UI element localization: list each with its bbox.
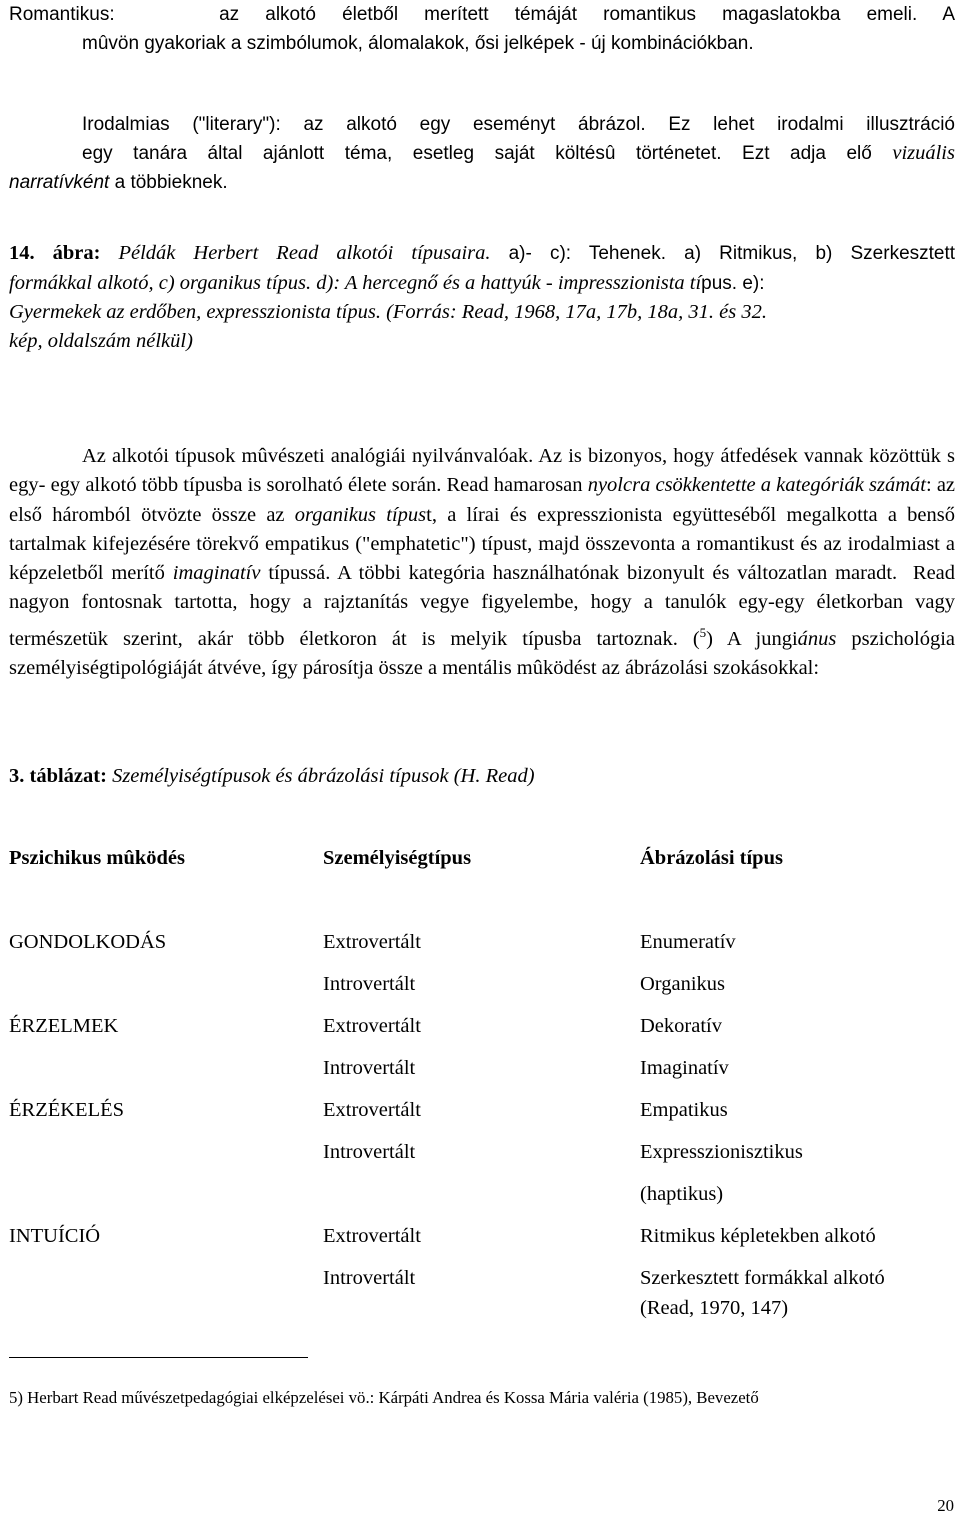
paragraph-text-2: : az első háromból ötvözte össze az bbox=[9, 474, 956, 526]
figure-caption-title: Példák Herbert Read alkotói típusaira. bbox=[118, 242, 491, 264]
irodalmias-text-2: egy tanára által ajánlott téma, esetleg saját költésû történetet. Ezt adja elő bbox=[82, 143, 872, 164]
figure-caption-italic-3: Gyermekek az erdőben, expresszionista típus. (Forrás: Read, 1968, 17a, 17b, 18a, 31. és 32. bbox=[9, 301, 768, 323]
body-paragraph bbox=[9, 442, 955, 683]
table-cell: Empatikus bbox=[640, 1099, 728, 1121]
romantikus-term: Romantikus: bbox=[9, 4, 115, 25]
paragraph-text-3: t, a lírai és expresszionista együtteséből megalkotta a benső tartalmak kifejezésére törekvő empatikus ("emphatetic") típust, majd összevonta a romantikust és az irodalmiast a képzeletből merítő bbox=[9, 503, 955, 585]
table-cell: Introvertált bbox=[323, 1057, 416, 1079]
page-number: 20 bbox=[937, 1496, 954, 1515]
romantikus-text-2: mûvön gyakoriak a szimbólumok, álomalakok, ősi jelképek - új kombinációkban. bbox=[82, 33, 754, 54]
paragraph-text-7: pszichológia személyiségtipológiáját átvéve, így párosítja össze a mentális mûködést az ábrázolási szokásokkal: bbox=[9, 627, 956, 679]
paragraph-text-6: ) A jungi bbox=[706, 627, 798, 650]
irodalmias-italic-1: vizuális bbox=[892, 142, 955, 164]
table-cell: Expresszionisztikus bbox=[640, 1141, 803, 1163]
romantikus-line-1 bbox=[9, 0, 955, 29]
paragraph-text-4: típussá. A többi kategória használhatónak bizonyult és változatlan maradt. bbox=[268, 562, 898, 585]
paragraph-text-5: Read nagyon fontosnak tartotta, hogy a rajztanítás vegye figyelembe, hogy a tanulók egy-egy életkorban vagy természetük szerint, akár több életkoron át is melyik típusba tartoznak. ( bbox=[9, 562, 956, 650]
table-cell: ÉRZELMEK bbox=[9, 1015, 119, 1037]
figure-caption-line-3 bbox=[9, 298, 767, 327]
irodalmias-line-2 bbox=[82, 139, 955, 168]
figure-caption-italic-4: kép, oldalszám nélkül) bbox=[9, 330, 193, 352]
table-cell: Extrovertált bbox=[323, 1099, 421, 1121]
irodalmias-text-3: a többieknek. bbox=[114, 172, 228, 193]
table-cell: Extrovertált bbox=[323, 1225, 421, 1247]
paragraph-italic-3: imaginatív bbox=[172, 562, 261, 585]
irodalmias-italic-2: narratívként bbox=[9, 172, 110, 193]
figure-caption-line-4 bbox=[9, 327, 193, 356]
footnote-ref: 5 bbox=[699, 624, 707, 640]
table-cell: ÉRZÉKELÉS bbox=[9, 1099, 125, 1121]
table-header-depiction: Ábrázolási típus bbox=[640, 847, 783, 869]
table-cell: INTUÍCIÓ bbox=[9, 1225, 101, 1247]
table-caption bbox=[9, 762, 535, 791]
table-header-personality: Személyiségtípus bbox=[323, 847, 472, 869]
table-cell: Extrovertált bbox=[323, 931, 421, 953]
figure-caption-text-1: a)- c): Tehenek. a) Ritmikus, b) Szerkesztett bbox=[508, 243, 956, 264]
table-cell: Imaginatív bbox=[640, 1057, 729, 1079]
table-cell: GONDOLKODÁS bbox=[9, 931, 167, 953]
table-cell: Introvertált bbox=[323, 1141, 416, 1163]
figure-caption-line-2 bbox=[9, 269, 765, 298]
table-cell: Introvertált bbox=[323, 973, 416, 995]
table-cell: Szerkesztett formákkal alkotó bbox=[640, 1267, 885, 1289]
figure-caption-line-1 bbox=[9, 239, 955, 268]
footnote: 5) Herbart Read művészetpedagógiai elképzelései vö.: Kárpáti Andrea és Kossa Mária valéria (1985), Bevezető bbox=[9, 1388, 759, 1407]
paragraph-italic-1: nyolcra csökkentette a kategóriák számát bbox=[587, 474, 926, 497]
table-cell: Dekoratív bbox=[640, 1015, 722, 1037]
table-cell: Extrovertált bbox=[323, 1015, 421, 1037]
table-cell: Organikus bbox=[640, 973, 726, 995]
paragraph-text-1: Az alkotói típusok mûvészeti analógiái nyilvánvalóak. Az is bizonyos, hogy átfedések vannak közöttük s egy- egy alkotó több típusba is sorolható élete során. Read hamarosan bbox=[9, 445, 955, 497]
footnote-divider bbox=[9, 1357, 308, 1358]
romantikus-text-1: az alkotó életből merített témáját romantikus magaslatokba emeli. A bbox=[219, 4, 955, 25]
table-cell: Ritmikus képletekben alkotó bbox=[640, 1225, 876, 1247]
paragraph-italic-4: ánus bbox=[797, 627, 837, 650]
paragraph-italic-2: organikus típus bbox=[294, 503, 427, 526]
irodalmias-line-1: Irodalmias ("literary"): az alkotó egy eseményt ábrázol. Ez lehet irodalmi illusztráció bbox=[82, 114, 955, 135]
table-cell: (haptikus) bbox=[640, 1183, 724, 1205]
irodalmias-line-3 bbox=[9, 168, 228, 197]
table-cell: Introvertált bbox=[323, 1267, 416, 1289]
figure-caption-label: 14. ábra: bbox=[9, 242, 101, 264]
table-caption-label: 3. táblázat: bbox=[9, 765, 107, 787]
table-cell: (Read, 1970, 147) bbox=[640, 1297, 789, 1319]
table-caption-title: Személyiségtípusok és ábrázolási típusok (H. Read) bbox=[112, 765, 535, 787]
table-cell: Enumeratív bbox=[640, 931, 736, 953]
table-header-function: Pszichikus mûködés bbox=[9, 847, 186, 869]
figure-caption-text-2: pus. e): bbox=[701, 273, 765, 294]
figure-caption-italic-2: formákkal alkotó, c) organikus típus. d): A hercegnő és a hattyúk - impresszionista tí bbox=[9, 272, 702, 294]
